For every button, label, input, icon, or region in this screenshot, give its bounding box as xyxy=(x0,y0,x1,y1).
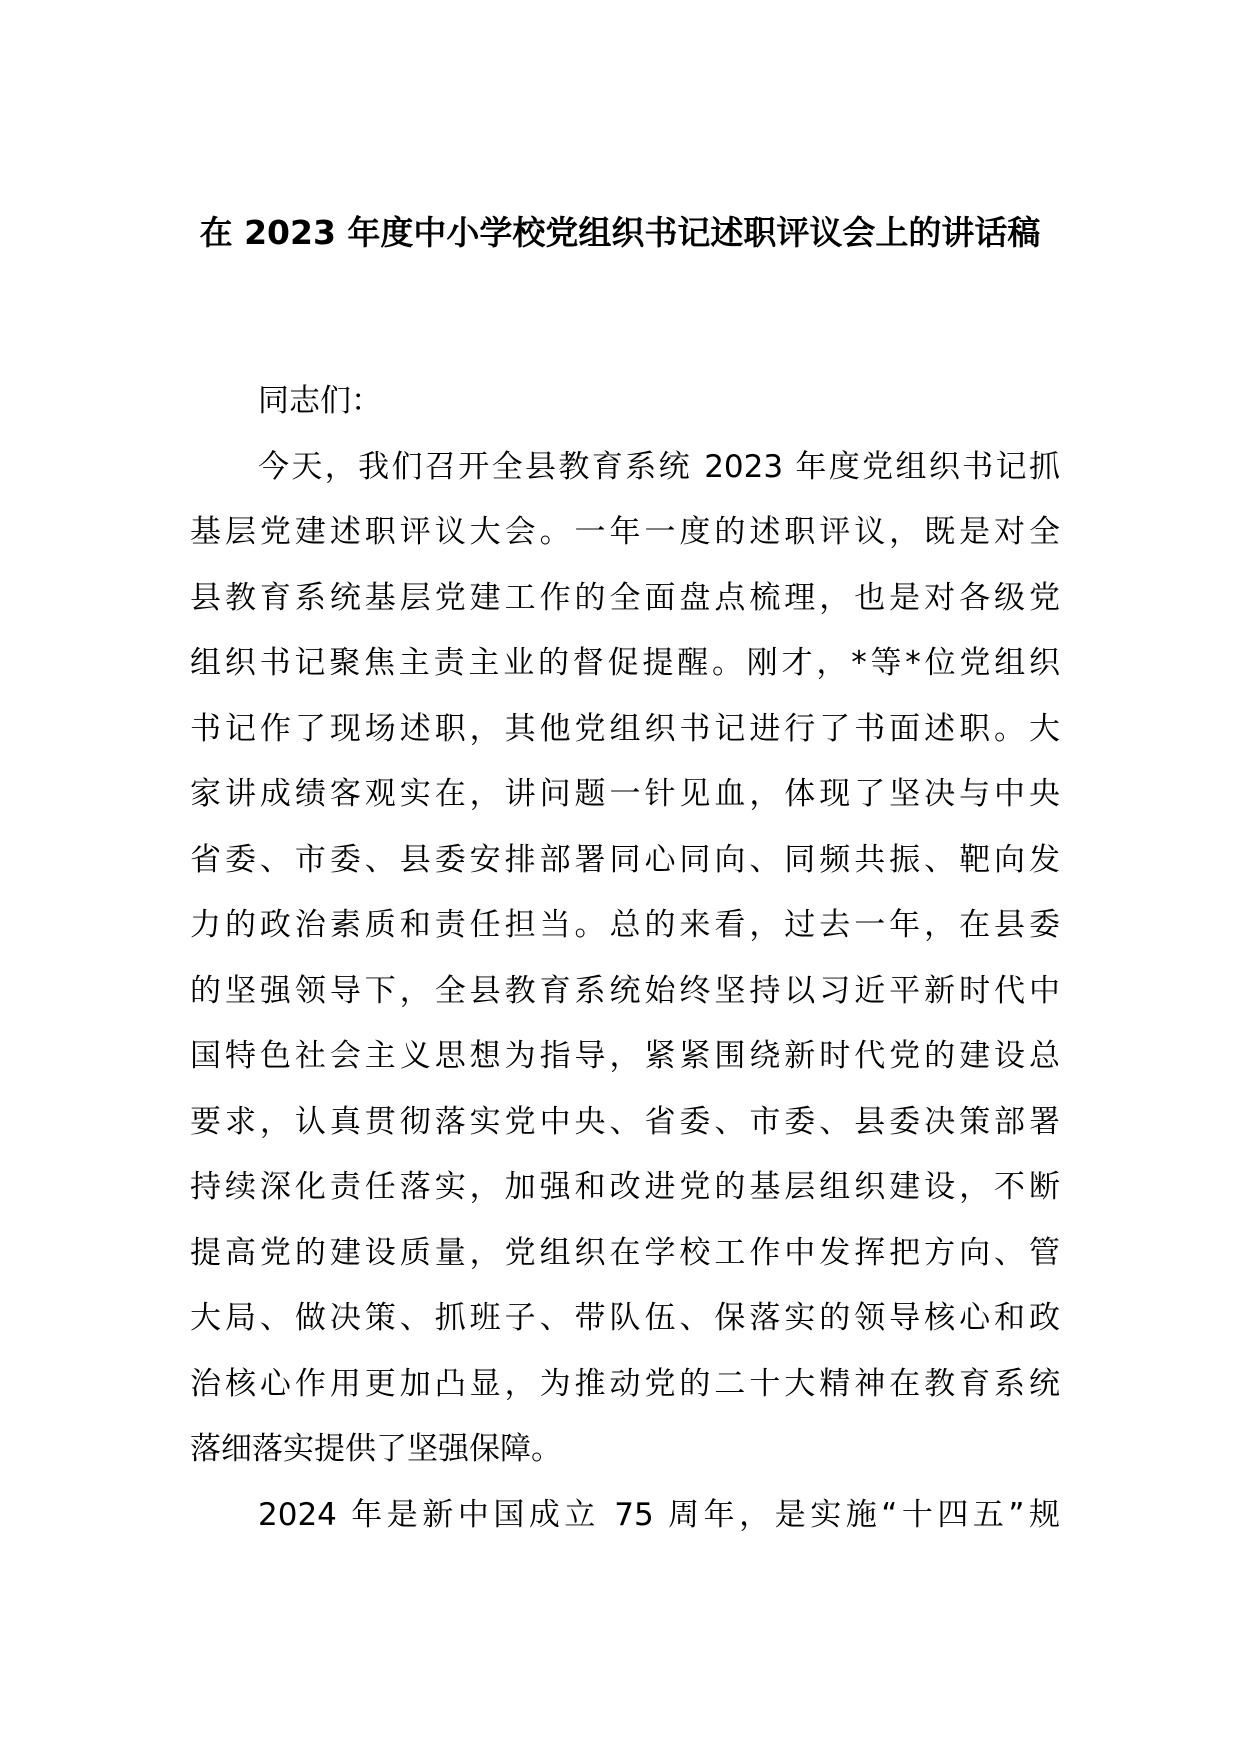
paragraph-line: 国特色社会主义思想为指导，紧紧围绕新时代党的建设总 xyxy=(190,1038,1060,1074)
paragraph-line: 的坚强领导下，全县教育系统始终坚持以习近平新时代中 xyxy=(190,972,1060,1009)
paragraph-line: 要求，认真贯彻落实党中央、省委、市委、县委决策部署 xyxy=(190,1103,1060,1140)
paragraph-line: 大局、做决策、抓班子、带队伍、保落实的领导核心和政 xyxy=(190,1300,1060,1336)
paragraph-line: 家讲成绩客观实在，讲问题一针见血，体现了坚决与中央 xyxy=(190,776,1060,812)
paragraph-line: 基层党建述职评议大会。一年一度的述职评议，既是对全 xyxy=(190,514,1060,550)
paragraph-line: 书记作了现场述职，其他党组织书记进行了书面述职。大 xyxy=(190,710,1060,747)
paragraph-line: 2024 年是新中国成立 75 周年，是实施“十四五”规 xyxy=(258,1496,1060,1533)
paragraph-line: 省委、市委、县委安排部署同心同向、同频共振、靶向发 xyxy=(190,841,1060,878)
paragraph-line: 今天，我们召开全县教育系统 2023 年度党组织书记抓 xyxy=(258,448,1060,485)
paragraph-line: 持续深化责任落实，加强和改进党的基层组织建设，不断 xyxy=(190,1169,1060,1205)
salutation: 同志们： xyxy=(258,383,382,419)
paragraph-line: 提高党的建设质量，党组织在学校工作中发挥把方向、管 xyxy=(190,1234,1060,1271)
document-title: 在 2023 年度中小学校党组织书记述职评议会上的讲话稿 xyxy=(199,213,1041,252)
paragraph-2 xyxy=(190,1483,1060,1549)
document-body xyxy=(190,369,1060,1548)
paragraph-1 xyxy=(190,435,1060,1483)
paragraph-line: 县教育系统基层党建工作的全面盘点梳理，也是对各级党 xyxy=(190,579,1060,616)
paragraph-line: 落细落实提供了坚强保障。 xyxy=(190,1431,562,1467)
paragraph-line: 治核心作用更加凸显，为推动党的二十大精神在教育系统 xyxy=(190,1365,1060,1402)
paragraph-line: 组织书记聚焦主责主业的督促提醒。刚才，*等*位党组织 xyxy=(190,645,1060,681)
paragraph-line: 力的政治素质和责任担当。总的来看，过去一年，在县委 xyxy=(190,907,1060,943)
